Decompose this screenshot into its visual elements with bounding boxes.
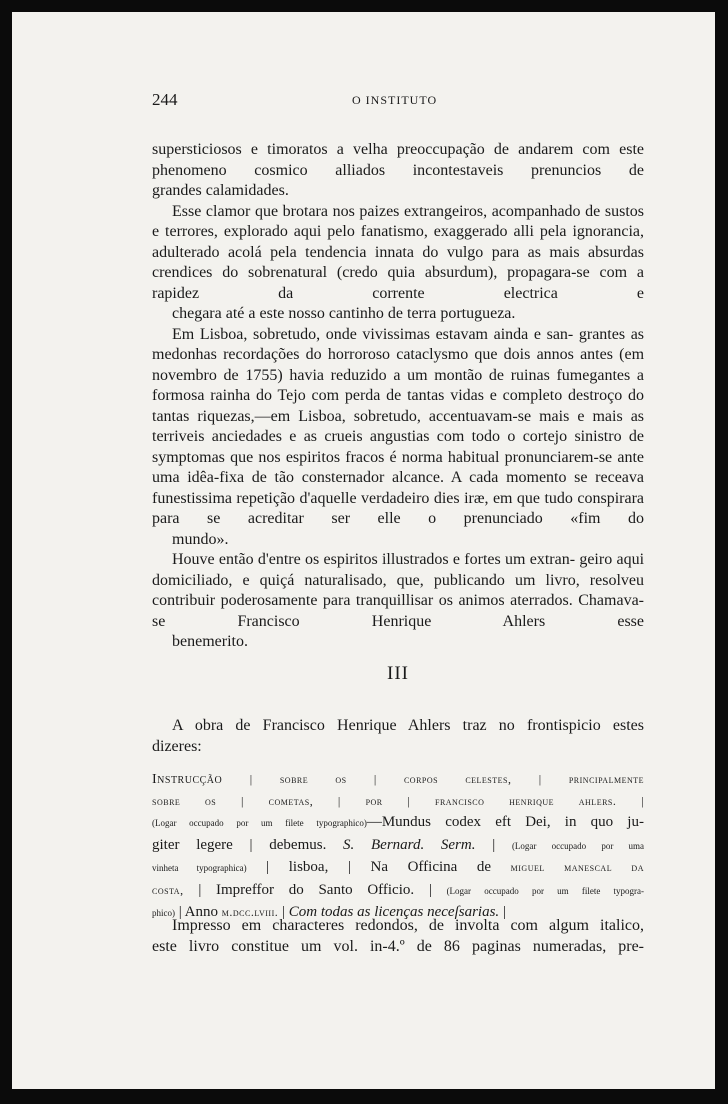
closing-line-2: este livro constitue um vol. in-4.º de 86 paginas numeradas, pre-	[152, 937, 644, 955]
paragraph-4: Houve então d'entre os espiritos illustrados e fortes um extran- geiro aqui domiciliado, e quiçá naturalisado, que, publicando um livro, resolveu contribuir poderosamente para tranquillisar os animos aterrados. Chamava-se Francisco Henrique Ahlers esse benemerito.	[152, 551, 645, 650]
intro-line-1: A obra de Francisco Henrique Ahlers traz no frontispicio estes	[172, 717, 644, 734]
section-intro	[152, 716, 644, 757]
title-line-4: giter legere | debemus. S. Bernard. Serm. | (Logar occupado por uma	[152, 836, 645, 853]
page-header	[152, 90, 644, 114]
paragraph-2: Esse clamor que brotara nos paizes extrangeiros, acompanhado de sustos e terrores, explorado aqui pelo fanatismo, exaggerado alli pela ignorancia, adulterado acolá pela tendencia innata do vulgo para as mais absurdas crendices do sobrenatural (credo quia absurdum), propagara-se com a rapidez da corrente electrica e chegara até a este nosso cantinho de terra portugueza.	[152, 202, 645, 322]
closing-line-1: Impresso em characteres redondos, de involta com algum italico,	[172, 917, 644, 934]
title-line-1: Instrucção | sobre os | corpos celestes, | principalmente	[152, 772, 644, 787]
closing-paragraph	[152, 916, 644, 957]
title-line-6: costa, | Impreffor do Santo Officio. | (Logar occupado por um filete typogra-	[152, 881, 645, 898]
page-number: 244	[152, 90, 178, 109]
section-heading: III	[387, 663, 409, 684]
body-text	[152, 140, 644, 653]
title-page-transcription	[152, 769, 644, 925]
running-title: O INSTITUTO	[352, 93, 438, 107]
book-page	[12, 12, 715, 1089]
intro-line-2: dizeres:	[152, 737, 202, 755]
title-line-3: (Logar occupado por um filete typographico)—Mundus codex eft Dei, in quo ju-	[152, 814, 644, 830]
title-line-7: phico) | Anno m.dcc.lviii. | Com todas as licenças neceſsarias. |	[152, 904, 506, 920]
paragraph-1: supersticiosos e timoratos a velha preoccupação de andarem com este phenomeno cosmico alliados incontestaveis prenuncios de grandes calamidades.	[152, 141, 644, 199]
title-line-2: sobre os | cometas, | por | francisco henrique ahlers. |	[152, 793, 644, 808]
paragraph-3: Em Lisboa, sobretudo, onde vivissimas estavam ainda e san- grantes as medonhas recordações do horroroso cataclysmo que dois annos antes (em novembro de 1755) havia reduzido a um montão de ruinas fumegantes a formosa rainha do Tejo com perda de tantas vidas e completo destroço do tantas riquezas,—em Lisboa, sobretudo, accentuavam-se mais e mais as terriveis anciedades e as crueis angustias com todo o cortejo sinistro de symptomas que nos espiritos fracos é norma habitual pronunciarem-se ante uma idêa-fixa de tão consternador alcance. A cada momento se receava funestissima repetição d'aquelle verdadeiro dies iræ, em que tudo conspirara para se acreditar ser elle o prenunciado «fim do mundo».	[152, 325, 645, 548]
title-line-5: vinheta typographica) | lisboa, | Na Officina de miguel manescal da	[152, 859, 644, 875]
